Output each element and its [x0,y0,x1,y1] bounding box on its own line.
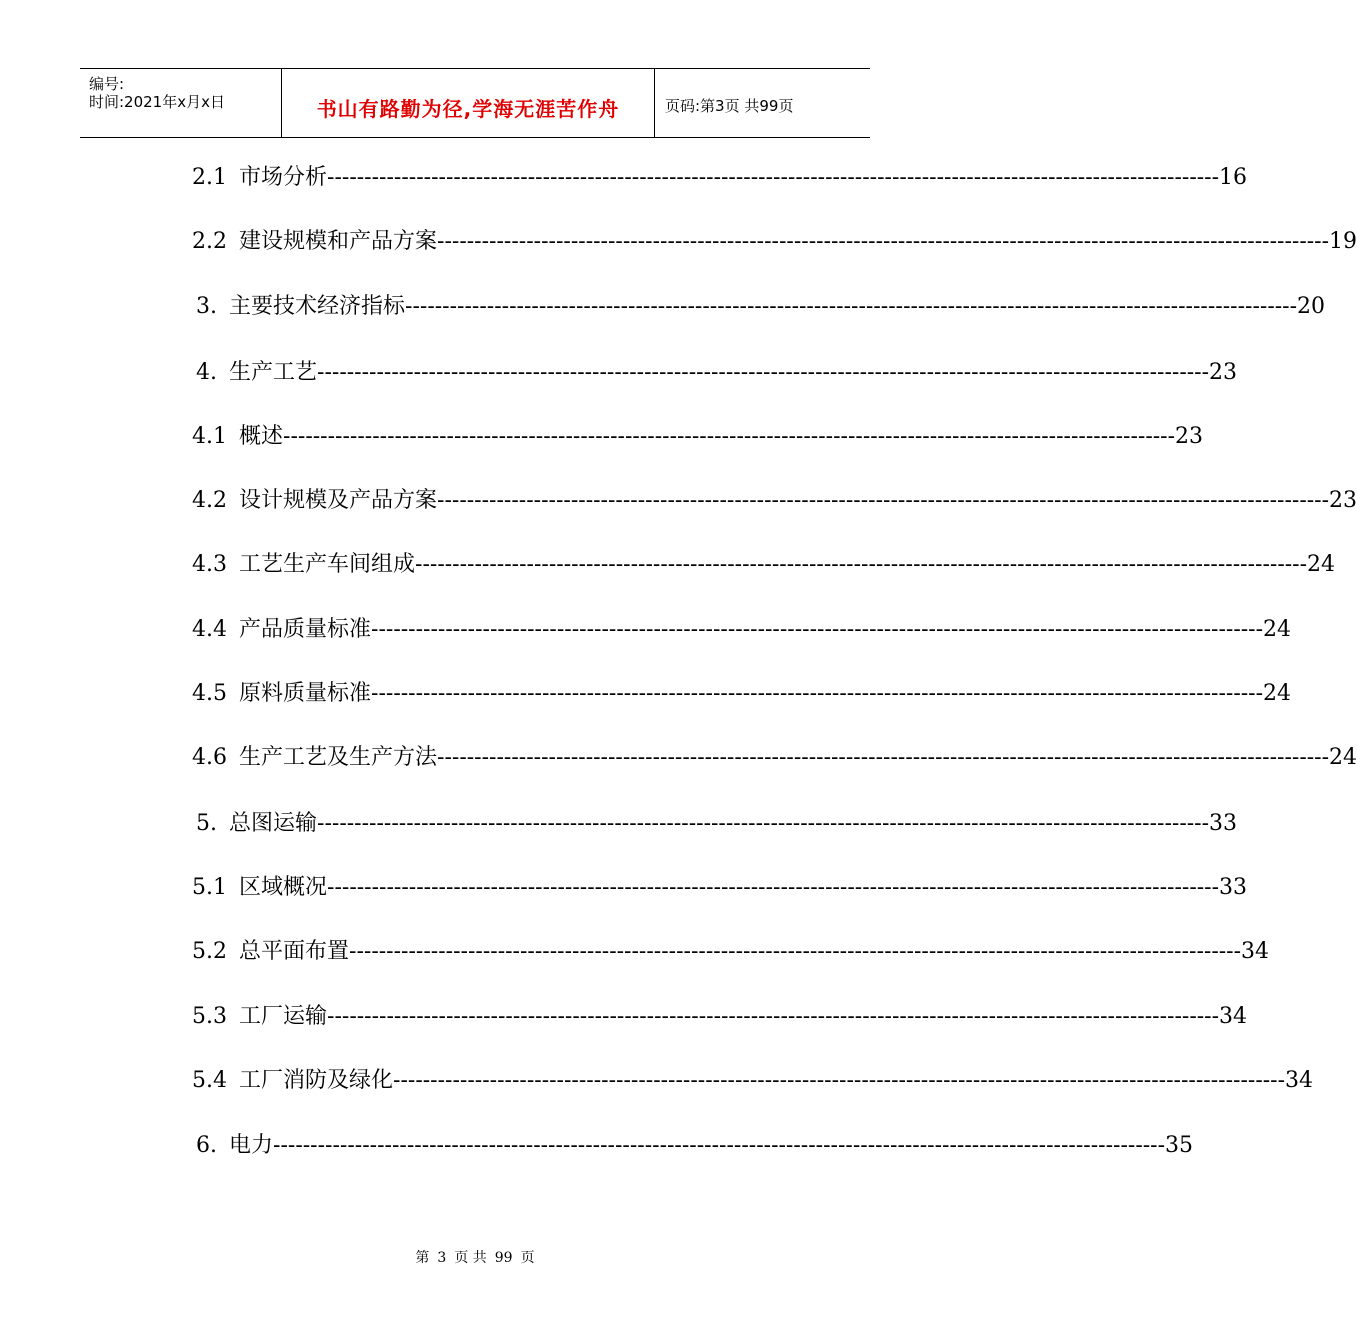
toc-entry-leader: ------------------------------------------------------------------------------------------------------------------------ [371,617,1264,642]
toc-entry-page: 24 [1307,552,1336,577]
footer-total-pages: 99 [494,1250,513,1266]
toc-entry-number: 4.4 [192,617,227,642]
toc-entry-page: 23 [1329,488,1357,513]
toc-entry-number: 4.3 [192,552,227,577]
toc-entry-number: 5.4 [192,1068,227,1093]
toc-entry-leader: ------------------------------------------------------------------------------------------------------------------------ [393,1068,1286,1093]
toc-entry[interactable] [192,224,1357,255]
toc-entry-number: 4.5 [192,681,227,706]
toc-entry-leader: ------------------------------------------------------------------------------------------------------------------------ [327,165,1220,190]
toc-entry-page: 34 [1285,1068,1314,1093]
toc-entry[interactable] [192,160,1248,191]
toc-entry-page: 34 [1241,939,1270,964]
toc-entry-title: 生产工艺及生产方法 [239,745,438,770]
toc-entry-number: 2.2 [192,229,227,254]
toc-entry-number: 5. [196,811,217,836]
toc-entry-number: 4.1 [192,424,227,449]
toc-entry-page: 33 [1219,875,1248,900]
toc-entry-title: 总图运输 [229,811,318,836]
toc-entry-number: 6. [196,1133,217,1158]
toc-entry-title: 主要技术经济指标 [229,294,406,319]
toc-entry-leader: ------------------------------------------------------------------------------------------------------------------------ [415,552,1308,577]
toc-entry-leader: ------------------------------------------------------------------------------------------------------------------------ [327,1004,1220,1029]
toc-entry-title: 建设规模和产品方案 [239,229,438,254]
toc-entry[interactable] [192,612,1292,643]
toc-entry-leader: ------------------------------------------------------------------------------------------------------------------------ [437,488,1330,513]
toc-entry[interactable] [192,934,1270,965]
page-footer [0,1247,950,1267]
toc-entry[interactable] [192,676,1292,707]
toc-entry[interactable] [192,419,1204,450]
header-page-cell [655,69,870,137]
header-motto: 书山有路勤为径,学海无涯苦作舟 [316,97,620,121]
toc-entry-number: 4.2 [192,488,227,513]
toc-entry-title: 工艺生产车间组成 [239,552,416,577]
header-meta-cell [80,69,282,137]
toc-entry-leader: ------------------------------------------------------------------------------------------------------------------------ [317,811,1210,836]
toc-entry-page: 34 [1219,1004,1248,1029]
toc-entry-leader: ------------------------------------------------------------------------------------------------------------------------ [283,424,1176,449]
toc-entry-page: 24 [1263,617,1292,642]
toc-entry-leader: ------------------------------------------------------------------------------------------------------------------------ [349,939,1242,964]
header-page-info: 页码:第3页 共99页 [665,97,794,115]
toc-entry-page: 23 [1175,424,1204,449]
toc-entry-title: 工厂运输 [239,1004,328,1029]
toc-entry-page: 24 [1263,681,1292,706]
toc-entry-title: 区域概况 [239,875,328,900]
footer-mid: 页 共 [454,1250,487,1266]
toc-entry-title: 概述 [239,424,284,449]
toc-entry[interactable] [196,355,1238,386]
header-motto-cell [282,69,655,137]
footer-page-number: 3 [437,1250,447,1266]
toc-entry-leader: ------------------------------------------------------------------------------------------------------------------------ [317,360,1210,385]
toc-entry-number: 5.2 [192,939,227,964]
toc-entry-leader: ------------------------------------------------------------------------------------------------------------------------ [273,1133,1166,1158]
toc-entry-page: 20 [1297,294,1326,319]
footer-suffix: 页 [520,1250,535,1266]
toc-entry-title: 电力 [229,1133,274,1158]
toc-entry[interactable] [192,1063,1314,1094]
toc-entry-title: 设计规模及产品方案 [239,488,438,513]
toc-entry-number: 5.1 [192,875,227,900]
toc-entry-leader: ------------------------------------------------------------------------------------------------------------------------ [405,294,1298,319]
toc-entry[interactable] [192,870,1248,901]
document-number-label: 编号: [89,75,125,93]
toc-entry[interactable] [192,547,1336,578]
toc-entry-number: 3. [196,294,217,319]
toc-entry-number: 4. [196,360,217,385]
toc-entry-page: 24 [1329,745,1357,770]
toc-entry-page: 23 [1209,360,1238,385]
toc-entry-page: 16 [1219,165,1248,190]
toc-entry-number: 4.6 [192,745,227,770]
toc-entry-leader: ------------------------------------------------------------------------------------------------------------------------ [437,745,1330,770]
toc-entry[interactable] [192,999,1248,1030]
toc-entry-title: 产品质量标准 [239,617,372,642]
toc-entry-title: 市场分析 [239,165,328,190]
toc-entry-number: 5.3 [192,1004,227,1029]
toc-entry-title: 工厂消防及绿化 [239,1068,394,1093]
toc-entry-page: 33 [1209,811,1238,836]
toc-entry-page: 19 [1329,229,1357,254]
toc-entry-title: 原料质量标准 [239,681,372,706]
toc-entry-title: 总平面布置 [239,939,350,964]
toc-entry[interactable] [196,289,1326,320]
toc-entry-page: 35 [1165,1133,1194,1158]
toc-entry[interactable] [192,740,1357,771]
document-time-label: 时间:2021年x月x日 [89,93,225,111]
page-header [80,68,870,138]
toc-entry-leader: ------------------------------------------------------------------------------------------------------------------------ [371,681,1264,706]
footer-prefix: 第 [415,1250,430,1266]
toc-entry-title: 生产工艺 [229,360,318,385]
toc-entry[interactable] [196,1128,1194,1159]
toc-entry-leader: ------------------------------------------------------------------------------------------------------------------------ [437,229,1330,254]
toc-entry[interactable] [196,806,1238,837]
toc-entry-leader: ------------------------------------------------------------------------------------------------------------------------ [327,875,1220,900]
toc-entry[interactable] [192,483,1357,514]
toc-entry-number: 2.1 [192,165,227,190]
